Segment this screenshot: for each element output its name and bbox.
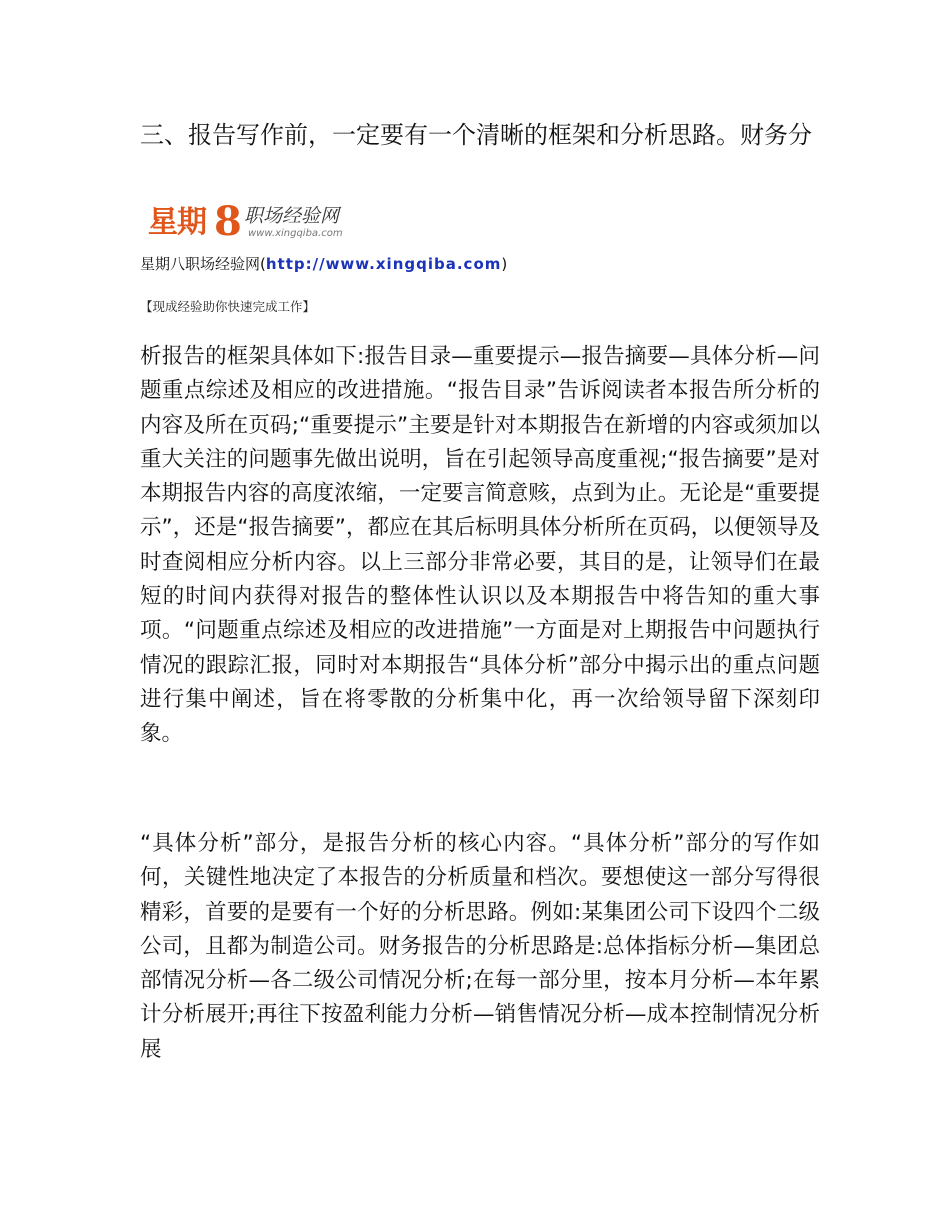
site-name: 星期八职场经验网( — [140, 255, 266, 273]
logo-eight: 8 — [214, 198, 242, 245]
tagline: 【现成经验助你快速完成工作】 — [140, 299, 316, 314]
logo-brand-text: 星期 — [148, 205, 206, 240]
site-link[interactable]: http://www.xingqiba.com — [265, 255, 502, 273]
site-close-paren: ) — [501, 255, 508, 273]
site-logo — [148, 198, 364, 246]
logo-url: www.xingqiba.com — [248, 228, 343, 239]
body-paragraph: “具体分析”部分，是报告分析的核心内容。“具体分析”部分的写作如何，关键性地决定了本报告的分析质量和档次。要想使这一部分写得很精彩，首要的是要有一个好的分析思路。例如:某集团公司下设四个二级公司，且都为制造公司。财务报告的分析思路是:总体指标分析—集团总部情况分析—各二级公司情况分析;在每一部分里，按本月分析—本年累计分析展开;再往下按盈利能力分析—销售情况分析—成本控制情况分析展 — [140, 831, 820, 1062]
section-heading: 三、报告写作前，一定要有一个清晰的框架和分析思路。财务分 — [140, 121, 812, 149]
site-credit-line — [140, 253, 507, 275]
logo-site-name: 职场经验网 — [244, 205, 340, 227]
body-paragraph: 析报告的框架具体如下:报告目录—重要提示—报告摘要—具体分析—问题重点综述及相应的改进措施。“报告目录”告诉阅读者本报告所分析的内容及所在页码;“重要提示”主要是针对本期报告在新增的内容或须加以重大关注的问题事先做出说明，旨在引起领导高度重视;“报告摘要”是对本期报告内容的高度浓缩，一定要言简意赅，点到为止。无论是“重要提示”，还是“报告摘要”，都应在其后标明具体分析所在页码，以便领导及时查阅相应分析内容。以上三部分非常必要，其目的是，让领导们在最短的时间内获得对报告的整体性认识以及本期报告中将告知的重大事项。“问题重点综述及相应的改进措施”一方面是对上期报告中问题执行情况的跟踪汇报，同时对本期报告“具体分析”部分中揭示出的重点问题进行集中阐述，旨在将零散的分析集中化，再一次给领导留下深刻印象。 — [140, 344, 820, 747]
